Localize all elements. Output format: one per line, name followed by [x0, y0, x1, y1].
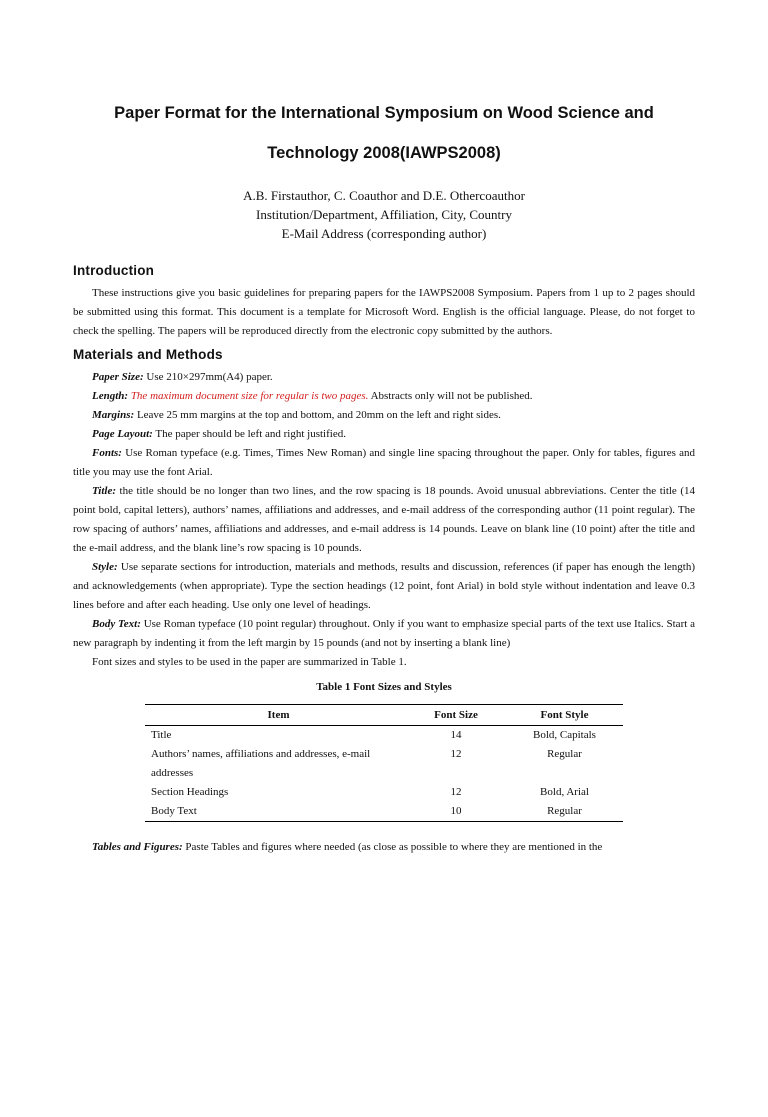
- paper-size-text: Use 210×297mm(A4) paper.: [143, 371, 273, 383]
- fonts-label: Fonts:: [92, 447, 122, 459]
- header-font-size: Font Size: [406, 705, 506, 726]
- summary-paragraph: Font sizes and styles to be used in the paper are summarized in Table 1.: [92, 656, 407, 668]
- table-cell: 10: [406, 802, 506, 822]
- header-font-style: Font Style: [506, 705, 623, 726]
- tables-figures-paragraph: [73, 838, 695, 857]
- tables-figures-label: Tables and Figures:: [92, 841, 183, 853]
- table-caption: Table 1 Font Sizes and Styles: [316, 681, 452, 693]
- table-row: [145, 802, 623, 822]
- body-text-label: Body Text:: [92, 618, 141, 630]
- title-line-1: Paper Format for the International Symposium on Wood Science and: [114, 104, 654, 122]
- tables-figures-text: Paste Tables and figures where needed (as close as possible to where they are mentioned in the: [182, 841, 603, 853]
- introduction-paragraph: These instructions give you basic guidelines for preparing papers for the IAWPS2008 Symposium. Papers from 1 up to 2 pages should be submitted using this format. This document is a template for Microsoft Word. English is the official language. Please, do not forget to check the spelling. The papers will be reproduced directly from the electronic copy submitted by the authors.: [73, 287, 695, 337]
- page-layout-text: The paper should be left and right justified.: [152, 428, 346, 440]
- margins-paragraph: [73, 406, 695, 425]
- table-cell: 14: [450, 729, 462, 741]
- document-page: [0, 93, 768, 1117]
- table-cell: 12: [450, 786, 462, 798]
- margins-label: Margins:: [92, 409, 135, 421]
- body-text-text: Use Roman typeface (10 point regular) throughout. Only if you want to emphasize special parts of the text use Italics. Start a new paragraph by indenting it from the left margin by 15 pounds (and not by inserting a blank line): [73, 618, 696, 649]
- paper-size-label: Paper Size:: [92, 371, 144, 383]
- paper-size-paragraph: [73, 368, 695, 387]
- fonts-paragraph: [73, 444, 695, 482]
- length-text: Abstracts only will not be published.: [368, 390, 533, 402]
- style-label: Style:: [92, 561, 118, 573]
- table-row: [145, 783, 623, 802]
- table-header-row: [145, 705, 623, 726]
- table-cell: Bold, Arial: [540, 786, 589, 798]
- style-paragraph: [73, 558, 695, 615]
- table-cell: Section Headings: [151, 786, 229, 798]
- header-item: Item: [145, 705, 406, 726]
- length-label: Length:: [92, 390, 129, 402]
- email-address: E-Mail Address (corresponding author): [281, 226, 487, 241]
- fonts-text: Use Roman typeface (e.g. Times, Times New Roman) and single line spacing throughout the paper. Only for tables, figures and title you may use the font Arial.: [73, 447, 695, 478]
- table-cell: Regular: [506, 802, 623, 822]
- author-names: A.B. Firstauthor, C. Coauthor and D.E. Othercoauthor: [243, 188, 525, 203]
- body-text-paragraph: [73, 615, 695, 653]
- style-text: Use separate sections for introduction, materials and methods, results and discussion, references (if paper has enough the length) and acknowledgements (when appropriate). Type the section headings (12 point, font Arial) in bold style without indentation and leave 0.3 lines before and after each heading. Use only one level of headings.: [73, 561, 695, 611]
- title-text: the title should be no longer than two lines, and the row spacing is 18 pounds. Avoid unusual abbreviations. Center the title (14 point bold, capital letters), authors’ names, affiliations and addresses, and e-mail address of the corresponding author (11 point regular). The row spacing of authors’ names, affiliations and addresses, and e-mail address is 14 pounds. Leave on blank line (10 point) after the title and the e-mail address, and the blank line’s row spacing is 10 pounds.: [73, 485, 695, 554]
- table-row: [145, 726, 623, 746]
- affiliation: Institution/Department, Affiliation, City, Country: [255, 207, 512, 222]
- page-layout-paragraph: [73, 425, 695, 444]
- table-cell: 12: [450, 748, 462, 760]
- title-label: Title:: [92, 485, 117, 497]
- title-paragraph: [73, 482, 695, 558]
- table-cell: Body Text: [145, 802, 406, 822]
- table-cell: Authors’ names, affiliations and addresses, e-mail addresses: [151, 748, 371, 779]
- margins-text: Leave 25 mm margins at the top and bottom, and 20mm on the left and right sides.: [134, 409, 501, 421]
- author-block: [73, 186, 695, 243]
- table-row: [145, 745, 623, 783]
- table-cell: Title: [151, 729, 172, 741]
- page-layout-label: Page Layout:: [92, 428, 153, 440]
- title-line-2: Technology 2008(IAWPS2008): [267, 144, 501, 162]
- font-sizes-table: [145, 704, 623, 822]
- table-cell: Bold, Capitals: [533, 729, 596, 741]
- table-cell: Regular: [547, 748, 582, 760]
- length-highlight: The maximum document size for regular is two pages.: [128, 390, 369, 402]
- introduction-heading: Introduction: [73, 263, 155, 278]
- paper-title: [73, 93, 695, 173]
- length-paragraph: [73, 387, 695, 406]
- materials-methods-heading: Materials and Methods: [73, 347, 223, 362]
